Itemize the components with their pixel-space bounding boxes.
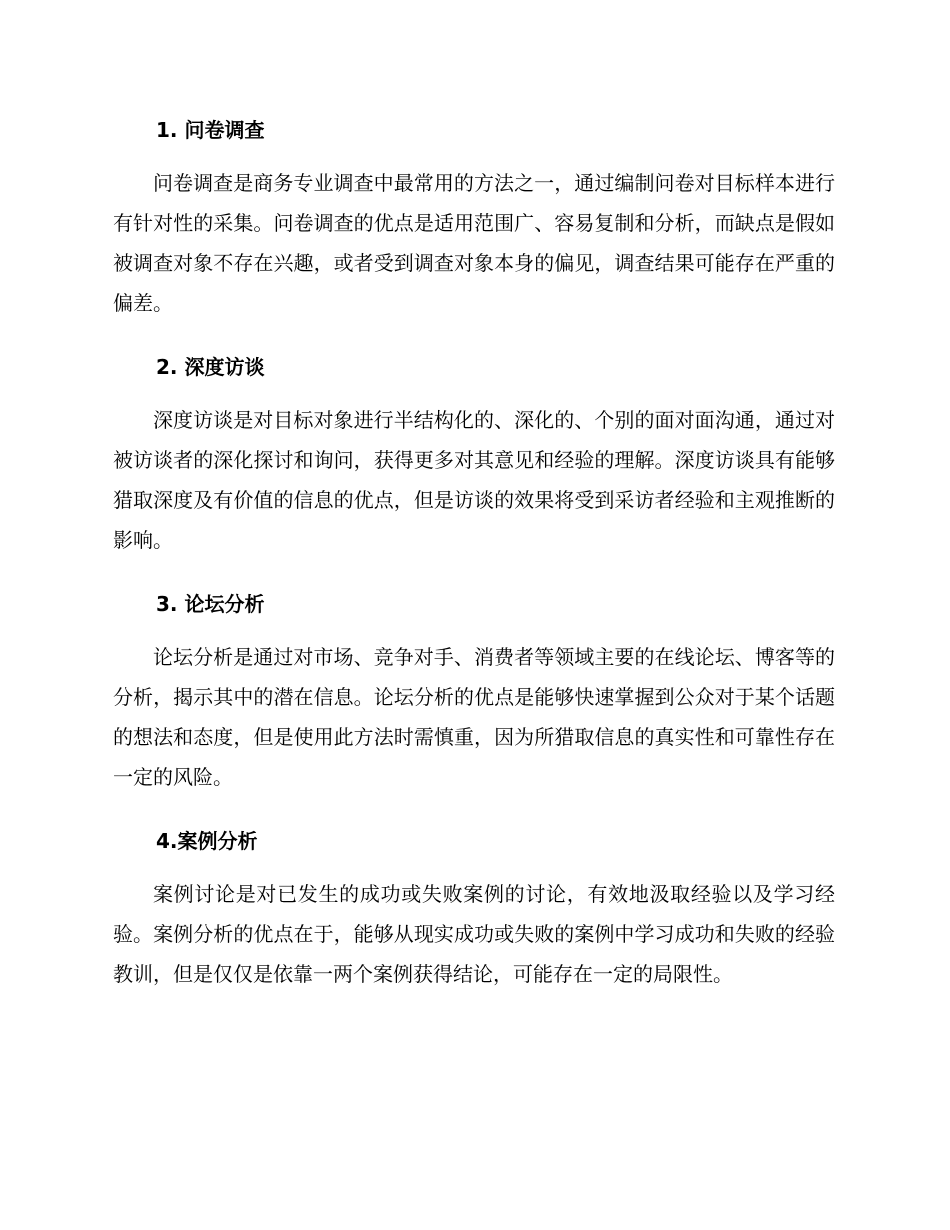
section-paragraph: 问卷调查是商务专业调查中最常用的方法之一，通过编制问卷对目标样本进行有针对性的采集。问卷调查的优点是适用范围广、容易复制和分析，而缺点是假如被调查对象不存在兴趣，或者受到调查对象本身的偏见，调查结果可能存在严重的偏差。 xyxy=(113,171,835,315)
section-heading: 2. 深度访谈 xyxy=(156,355,265,379)
section-case-analysis xyxy=(113,821,835,994)
section-heading: 4.案例分析 xyxy=(156,829,258,853)
section-heading: 3. 论坛分析 xyxy=(156,592,265,616)
section-paragraph: 论坛分析是通过对市场、竞争对手、消费者等领域主要的在线论坛、博客等的分析，揭示其中的潜在信息。论坛分析的优点是能够快速掌握到公众对于某个话题的想法和态度，但是使用此方法时需慎重，因为所猎取信息的真实性和可靠性存在一定的风险。 xyxy=(113,645,835,789)
document-page xyxy=(113,110,835,1018)
section-in-depth-interview xyxy=(113,347,835,560)
section-questionnaire xyxy=(113,110,835,323)
section-heading: 1. 问卷调查 xyxy=(156,118,265,142)
section-paragraph: 深度访谈是对目标对象进行半结构化的、深化的、个别的面对面沟通，通过对被访谈者的深化探讨和询问，获得更多对其意见和经验的理解。深度访谈具有能够猎取深度及有价值的信息的优点，但是访谈的效果将受到采访者经验和主观推断的影响。 xyxy=(113,408,835,552)
section-paragraph: 案例讨论是对已发生的成功或失败案例的讨论，有效地汲取经验以及学习经验。案例分析的优点在于，能够从现实成功或失败的案例中学习成功和失败的经验教训，但是仅仅是依靠一两个案例获得结论，可能存在一定的局限性。 xyxy=(113,882,835,986)
section-forum-analysis xyxy=(113,584,835,797)
